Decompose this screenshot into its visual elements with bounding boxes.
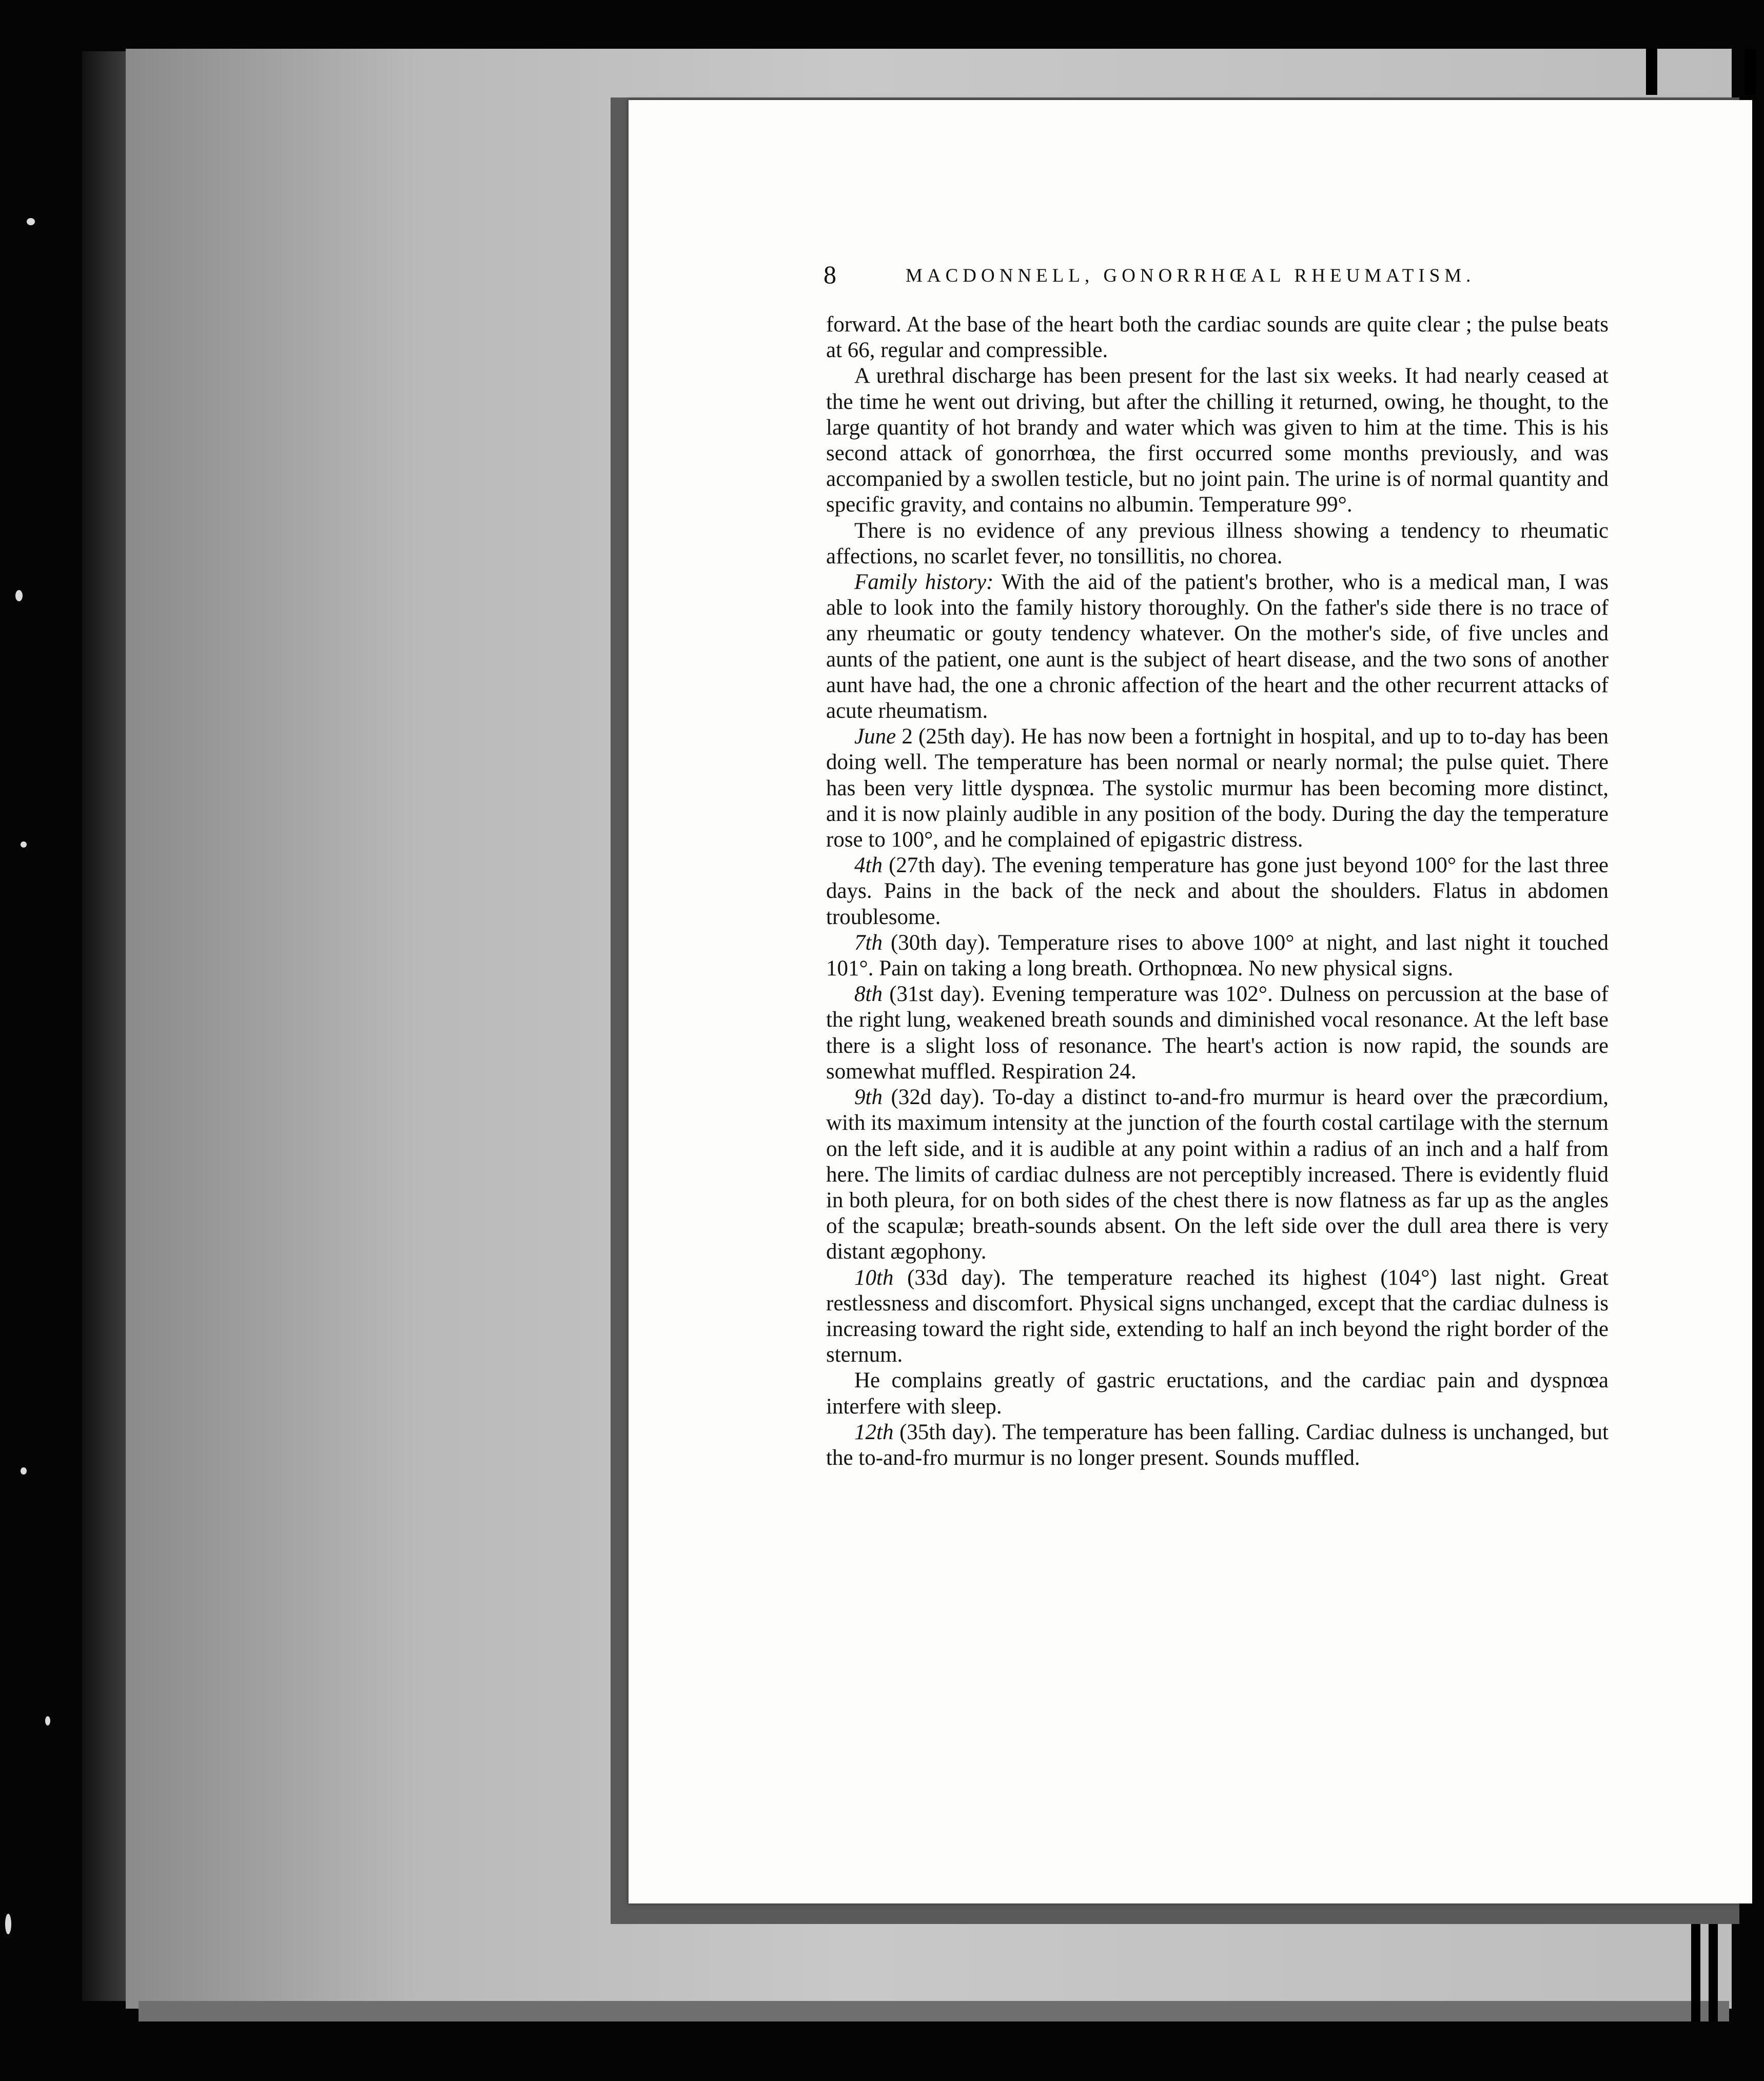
paragraph [826,1420,1609,1471]
paragraph-lead: 9th [854,1085,883,1110]
paragraph-text: (27th day). The evening temperature has gone just beyond 100° for the last three days. Pains in the back of the neck and about the shoulders. Flatus in abdomen troublesome. [826,853,1609,929]
paragraph-text: (31st day). Evening temperature was 102°. Dulness on percussion at the base of the right lung, weakened breath sounds and diminished vocal resonance. At the left base there is a slight loss of resonance. The heart's action is now rapid, the sounds are somewhat muffled. Respiration 24. [826,982,1609,1084]
paragraph [826,518,1609,570]
paragraph-text: With the aid of the patient's brother, who is a medical man, I was able to look into the family history thoroughly. On the father's side there is no trace of any rheumatic or gouty tendency whatever. On the mother's side, of five uncles and aunts of the patient, one aunt is the subject of heart disease, and the two sons of another aunt have had, the one a chronic affection of the heart and the other recurrent attacks of acute rheumatism. [826,570,1609,723]
paragraph-lead: June [854,724,896,749]
paragraph-text: (32d day). To-day a distinct to-and-fro murmur is heard over the præcordium, with its maximum intensity at the junction of the fourth costal cartilage with the sternum on the left side, and it is audible at any point within a radius of an inch and a half from here. The limits of cardiac dulness are not perceptibly increased. There is evidently fluid in both pleura, for on both sides of the chest there is now flatness as far up as the angles of the scapulæ; breath-sounds absent. On the left side over the dull area there is very distant ægophony. [826,1085,1609,1264]
paragraph-lead: Family history: [854,570,994,595]
page-number: 8 [824,260,836,289]
paragraph [826,930,1609,981]
paragraph-text: (30th day). Temperature rises to above 100° at night, and last night it touched 101°. Pain on taking a long breath. Orthopnœa. No new physical signs. [826,930,1609,981]
edge-mark [1646,49,1657,95]
paragraph-lead: 8th [854,982,883,1007]
paragraph [826,570,1609,724]
paragraph [826,724,1609,853]
paragraph [826,1368,1609,1419]
paragraph-text: There is no evidence of any previous illness showing a tendency to rheumatic affections, no scarlet fever, no tonsillitis, no chorea. [826,518,1609,568]
paragraph-lead: 7th [854,930,883,955]
paragraph-lead: 10th [854,1265,894,1290]
paragraph-text: forward. At the base of the heart both the cardiac sounds are quite clear ; the pulse beats at 66, regular and compressible. [826,312,1609,363]
paragraph [826,1085,1609,1265]
page-header [824,259,1593,295]
paragraph [826,981,1609,1085]
paragraph-text: A urethral discharge has been present for the last six weeks. It had nearly ceased at the time he went out driving, but after the chilling it returned, owing, he thought, to the large quantity of hot brandy and water which was given to him at the time. This is his second attack of gonorrhœa, the first occurred some months previously, and was accompanied by a swollen testicle, but no joint pain. The urine is of normal quantity and specific gravity, and contains no albumin. Temperature 99°. [826,364,1609,517]
paragraph [826,363,1609,518]
edge-mark [1745,49,1756,95]
board-bottom-edge [139,2001,1729,2021]
paragraph-text: (33d day). The temperature reached its highest (104°) last night. Great restlessness and discomfort. Physical signs unchanged, except that the cardiac dulness is increasing toward the right side, extending to half an inch beyond the right border of the sternum. [826,1265,1609,1367]
running-head: MACDONNELL, GONORRHŒAL RHEUMATISM. [906,265,1476,286]
paragraph-text: 2 (25th day). He has now been a fortnight in hospital, and up to to-day has been doing well. The temperature has been normal or nearly normal; the pulse quiet. There has been very little dyspnœa. The systolic murmur has been becoming more distinct, and it is now plainly audible in any position of the body. During the day the temperature rose to 100°, and he complained of epigastric distress. [826,724,1609,852]
body-text [826,312,1609,1471]
paragraph [826,853,1609,930]
paragraph-lead: 4th [854,853,883,878]
paragraph-text: He complains greatly of gastric eructations, and the cardiac pain and dyspnœa interfere with sleep. [826,1368,1609,1419]
paragraph-lead: 12th [854,1420,894,1444]
paragraph-text: (35th day). The temperature has been falling. Cardiac dulness is unchanged, but the to-and-fro murmur is no longer present. Sounds muffled. [826,1420,1609,1470]
paragraph [826,312,1609,363]
paragraph [826,1265,1609,1368]
